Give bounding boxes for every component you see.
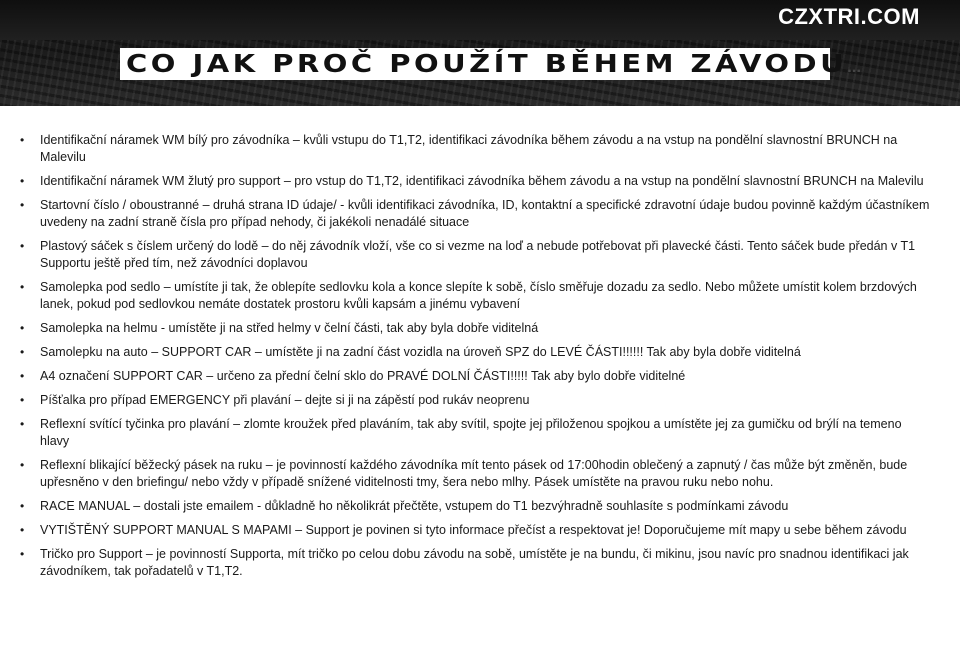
list-item <box>0 279 960 313</box>
list-item <box>0 173 960 190</box>
bullet-icon: • <box>20 174 25 188</box>
list-item <box>0 498 960 515</box>
content-area <box>0 132 960 587</box>
list-item <box>0 320 960 337</box>
bullet-icon: • <box>20 547 25 561</box>
bullet-icon: • <box>20 345 25 359</box>
page-title-suffix: … <box>847 61 863 75</box>
bullet-icon: • <box>20 393 25 407</box>
list-item <box>0 238 960 272</box>
header-banner <box>0 0 960 106</box>
bullet-icon: • <box>20 239 25 253</box>
item-list <box>0 132 960 580</box>
list-item-text: Identifikační náramek WM bílý pro závodníka – kvůli vstupu do T1,T2, identifikaci závodníka během závodu a na vstup na pondělní slavnostní BRUNCH na Malevilu <box>40 133 898 164</box>
bullet-icon: • <box>20 417 25 431</box>
brand-logo-text[interactable]: CZXTRI.COM <box>778 4 920 29</box>
list-item-text: Plastový sáček s číslem určený do lodě – do něj závodník vloží, vše co si vezme na loď a nebude potřebovat při plavecké části. Tento sáček bude předán v T1 Supportu ještě před tím, než závodníci doplavou <box>40 239 916 270</box>
list-item-text: Reflexní svítící tyčinka pro plavání – zlomte kroužek před plaváním, tak aby svítil, spojte jej přiloženou spojkou a umístěte jej za gumičku od brýlí na temeno hlavy <box>40 417 902 448</box>
list-item <box>0 197 960 231</box>
page-title-text: CO JAK PROČ POUŽÍT BĚHEM ZÁVODU <box>126 49 848 78</box>
list-item-text: RACE MANUAL – dostali jste emailem - důkladně ho několikrát přečtěte, vstupem do T1 bezvýhradně souhlasíte s podmínkami závodu <box>40 499 789 513</box>
list-item-text: A4 označení SUPPORT CAR – určeno za přední čelní sklo do PRAVÉ DOLNÍ ČÁSTI!!!!! Tak aby bylo dobře viditelné <box>40 369 686 383</box>
list-item-text: Identifikační náramek WM žlutý pro support – pro vstup do T1,T2, identifikaci závodníka během závodu a na vstup na pondělní slavnostní BRUNCH na Malevilu <box>40 174 924 188</box>
list-item <box>0 344 960 361</box>
bullet-icon: • <box>20 523 25 537</box>
list-item-text: Samolepka pod sedlo – umístíte ji tak, že oblepíte sedlovku kola a konce slepíte k sobě, číslo směřuje dozadu za sedlo. Nebo můžete umístit kolem brzdových lanek, pokud pod sedlovkou nemáte dostatek prostoru kvůli kapsám a jinému vybavení <box>40 280 917 311</box>
list-item-text: Píšťalka pro případ EMERGENCY při plavání – dejte si ji na zápěstí pod rukáv neoprenu <box>40 393 530 407</box>
bullet-icon: • <box>20 321 25 335</box>
bullet-icon: • <box>20 133 25 147</box>
page-title <box>126 48 862 84</box>
list-item-text: VYTIŠTĚNÝ SUPPORT MANUAL S MAPAMI – Support je povinen si tyto informace přečíst a respektovat je! Doporučujeme mít mapy u sebe během závodu <box>40 523 907 537</box>
list-item-text: Reflexní blikající běžecký pásek na ruku – je povinností každého závodníka mít tento pásek od 17:00hodin oblečený a zapnutý / čas může být změněn, bude upřesněno v den briefingu/ nebo vždy v případě snížené viditelnosti tmy, šera nebo mlhy. Pásek umístěte na pravou ruku nebo nohu. <box>40 458 908 489</box>
list-item-text: Samolepku na auto – SUPPORT CAR – umístěte ji na zadní část vozidla na úroveň SPZ do LEVÉ ČÁSTI!!!!!! Tak aby byla dobře viditelná <box>40 345 801 359</box>
list-item-text: Samolepka na helmu - umístěte ji na střed helmy v čelní části, tak aby byla dobře viditelná <box>40 321 539 335</box>
list-item <box>0 392 960 409</box>
list-item <box>0 457 960 491</box>
list-item <box>0 522 960 539</box>
bullet-icon: • <box>20 458 25 472</box>
list-item <box>0 416 960 450</box>
list-item-text: Startovní číslo / oboustranné – druhá strana ID údaje/ - kvůli identifikaci závodníka, ID, kontaktní a specifické zdravotní údaje budou povinně každým účastníkem uvedeny na zadní straně čísla pro případ nehody, či jakékoli nenadálé situace <box>40 198 930 229</box>
bullet-icon: • <box>20 198 25 212</box>
list-item <box>0 368 960 385</box>
bullet-icon: • <box>20 499 25 513</box>
list-item <box>0 132 960 166</box>
bullet-icon: • <box>20 280 25 294</box>
list-item <box>0 546 960 580</box>
list-item-text: Tričko pro Support – je povinností Supporta, mít tričko po celou dobu závodu na sobě, umístěte je na bundu, či mikinu, jsou navíc pro snadnou identifikaci jak závodníkem, tak pořadatelů v T1,T2. <box>40 547 909 578</box>
bullet-icon: • <box>20 369 25 383</box>
